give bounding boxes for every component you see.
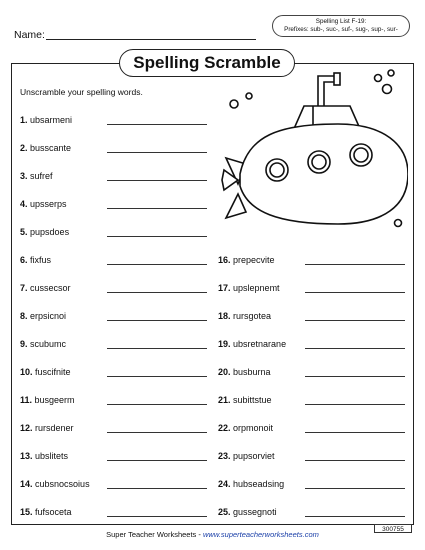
answer-line[interactable] — [107, 152, 207, 153]
list-item: 20. busburna — [218, 367, 271, 377]
list-item: 24. hubseadsing — [218, 479, 285, 489]
answer-line[interactable] — [107, 180, 207, 181]
submarine-icon — [218, 66, 408, 241]
list-item: 7. cussecsor — [20, 283, 71, 293]
answer-line[interactable] — [107, 460, 207, 461]
answer-line[interactable] — [107, 208, 207, 209]
list-prefixes: Prefixes: sub-, suc-, suf-, sug-, sup-, sur- — [284, 26, 398, 33]
list-item: 2. busscante — [20, 143, 72, 153]
list-item: 6. fixfus — [20, 255, 52, 265]
list-item: 25. gussegnoti — [218, 507, 277, 517]
list-title: Spelling List F-19: — [315, 18, 367, 25]
spelling-list-badge — [272, 15, 410, 37]
answer-line[interactable] — [305, 432, 405, 433]
list-item: 17. upslepnemt — [218, 283, 280, 293]
answer-line[interactable] — [107, 292, 207, 293]
answer-line[interactable] — [107, 124, 207, 125]
answer-line[interactable] — [107, 516, 207, 517]
answer-line[interactable] — [107, 404, 207, 405]
answer-line[interactable] — [107, 320, 207, 321]
list-item: 23. pupsorviet — [218, 451, 275, 461]
list-item: 13. ubslitets — [20, 451, 69, 461]
answer-line[interactable] — [305, 516, 405, 517]
list-item: 19. ubsretnarane — [218, 339, 287, 349]
list-item: 15. fufsoceta — [20, 507, 72, 517]
answer-line[interactable] — [107, 264, 207, 265]
answer-line[interactable] — [107, 348, 207, 349]
name-label: Name: — [14, 29, 45, 41]
answer-line[interactable] — [305, 320, 405, 321]
footer-url[interactable]: www.superteacherworksheets.com — [202, 530, 319, 539]
answer-line[interactable] — [107, 488, 207, 489]
instructions: Unscramble your spelling words. — [20, 87, 143, 97]
worksheet-code: 300755 — [374, 524, 412, 533]
footer-brand: Super Teacher Worksheets - — [106, 530, 203, 539]
list-item: 1. ubsarmeni — [20, 115, 73, 125]
name-line[interactable] — [46, 39, 256, 40]
list-item: 8. erpsicnoi — [20, 311, 67, 321]
answer-line[interactable] — [107, 236, 207, 237]
answer-line[interactable] — [305, 460, 405, 461]
list-item: 11. busgeerm — [20, 395, 75, 405]
list-item: 21. subittstue — [218, 395, 272, 405]
answer-line[interactable] — [305, 292, 405, 293]
answer-line[interactable] — [305, 488, 405, 489]
footer — [0, 530, 425, 539]
list-item: 5. pupsdoes — [20, 227, 70, 237]
answer-line[interactable] — [305, 348, 405, 349]
list-item: 9. scubumc — [20, 339, 67, 349]
list-item: 3. sufref — [20, 171, 53, 181]
list-item: 16. prepecvite — [218, 255, 275, 265]
answer-line[interactable] — [305, 404, 405, 405]
answer-line[interactable] — [305, 264, 405, 265]
list-item: 18. rursgotea — [218, 311, 272, 321]
worksheet-title: Spelling Scramble — [119, 49, 295, 77]
list-item: 10. fuscifnite — [20, 367, 71, 377]
answer-line[interactable] — [107, 376, 207, 377]
answer-line[interactable] — [305, 376, 405, 377]
list-item: 14. cubsnocsoius — [20, 479, 90, 489]
list-item: 4. upsserps — [20, 199, 67, 209]
list-item: 12. rursdener — [20, 423, 74, 433]
list-item: 22. orpmonoit — [218, 423, 274, 433]
answer-line[interactable] — [107, 432, 207, 433]
